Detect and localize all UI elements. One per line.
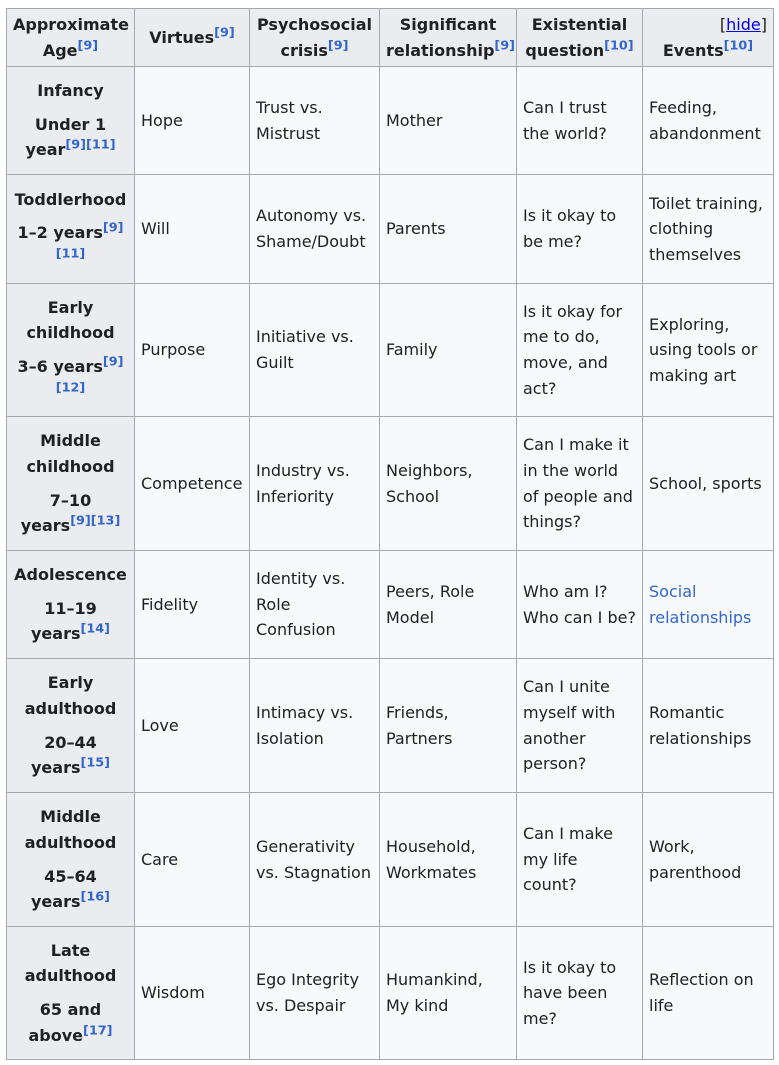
age-range xyxy=(13,354,128,405)
question-cell: Can I trust the world? xyxy=(517,67,643,175)
header-label: Significant relationship xyxy=(386,14,497,60)
collapse-toggle[interactable]: [hide] xyxy=(719,14,767,34)
age-cell xyxy=(7,927,135,1060)
question-cell: Can I make it in the world of people and things? xyxy=(517,417,643,551)
age-range xyxy=(13,997,128,1048)
stage-name: Toddlerhood xyxy=(14,189,127,209)
citation-ref[interactable]: [9][11] xyxy=(65,137,116,153)
age-range-text: 1–2 years xyxy=(17,223,103,243)
question-cell: Can I make my life count? xyxy=(517,793,643,927)
table-row xyxy=(7,659,774,793)
virtue-cell: Fidelity xyxy=(135,551,250,659)
crisis-cell: Ego Integrity vs. Despair xyxy=(250,927,380,1060)
hide-link[interactable]: hide xyxy=(726,14,761,34)
crisis-cell: Intimacy vs. Isolation xyxy=(250,659,380,793)
header-approximate-age xyxy=(7,9,135,67)
citation-ref[interactable]: [9][12] xyxy=(55,354,124,396)
citation-ref[interactable]: [9][11] xyxy=(55,220,124,262)
citation-ref[interactable]: [15] xyxy=(80,755,110,771)
relationship-cell: Neighbors, School xyxy=(380,417,517,551)
citation-ref[interactable]: [9] xyxy=(77,38,99,54)
age-range xyxy=(13,864,128,915)
table-row xyxy=(7,793,774,927)
header-significant-relationship xyxy=(380,9,517,67)
header-label: Events xyxy=(662,40,724,60)
age-range-text: Under 1 year xyxy=(25,114,107,160)
stage-name: Adolescence xyxy=(14,565,127,585)
question-cell: Is it okay to have been me? xyxy=(517,927,643,1060)
age-range xyxy=(13,596,128,647)
virtue-cell: Love xyxy=(135,659,250,793)
events-cell: Exploring, using tools or making art xyxy=(643,284,774,417)
virtue-cell: Care xyxy=(135,793,250,927)
events-cell xyxy=(643,551,774,659)
table-row xyxy=(7,551,774,659)
virtue-cell: Will xyxy=(135,175,250,284)
table-row xyxy=(7,927,774,1060)
virtue-cell: Competence xyxy=(135,417,250,551)
table-row xyxy=(7,284,774,417)
relationship-cell: Mother xyxy=(380,67,517,175)
citation-ref[interactable]: [16] xyxy=(80,889,110,905)
crisis-cell: Generativity vs. Stagnation xyxy=(250,793,380,927)
age-range-text: 7–10 years xyxy=(20,490,92,536)
stage-name: Late adulthood xyxy=(24,940,117,986)
citation-ref[interactable]: [9] xyxy=(214,25,235,41)
header-events xyxy=(643,9,774,67)
crisis-cell: Trust vs. Mistrust xyxy=(250,67,380,175)
citation-ref[interactable]: [9] xyxy=(327,38,349,54)
erikson-stages-table xyxy=(6,8,774,1060)
stage-name: Middle adulthood xyxy=(24,807,117,852)
age-range xyxy=(13,730,128,781)
citation-ref[interactable]: [10] xyxy=(723,38,754,54)
events-cell: Work, parenthood xyxy=(643,793,774,927)
header-label: Existential question xyxy=(525,14,628,60)
table-row xyxy=(7,417,774,551)
crisis-cell: Initiative vs. Guilt xyxy=(250,284,380,417)
relationship-cell: Friends, Partners xyxy=(380,659,517,793)
age-range-text: 3–6 years xyxy=(17,357,103,376)
header-label: Approximate Age xyxy=(13,14,129,60)
header-row xyxy=(7,9,774,67)
age-cell xyxy=(7,284,135,417)
stage-name: Infancy xyxy=(37,81,104,101)
age-range-text: 45–64 years xyxy=(30,866,97,912)
question-cell: Who am I? Who can I be? xyxy=(517,551,643,659)
events-cell: Reflection on life xyxy=(643,927,774,1060)
citation-ref[interactable]: [17] xyxy=(83,1023,113,1039)
crisis-cell: Industry vs. Inferiority xyxy=(250,417,380,551)
table-row xyxy=(7,67,774,175)
age-cell xyxy=(7,175,135,284)
age-cell xyxy=(7,417,135,551)
age-cell xyxy=(7,793,135,927)
question-cell: Is it okay for me to do, move, and act? xyxy=(517,284,643,417)
citation-ref[interactable]: [14] xyxy=(80,621,110,637)
table-row xyxy=(7,175,774,284)
header-psychosocial-crisis xyxy=(250,9,380,67)
header-virtues xyxy=(135,9,250,67)
events-cell: Feeding, abandonment xyxy=(643,67,774,175)
age-range xyxy=(13,220,128,271)
stage-name: Middle childhood xyxy=(26,431,115,476)
relationship-cell: Household, Workmates xyxy=(380,793,517,927)
header-label: Virtues xyxy=(149,27,215,47)
citation-ref[interactable]: [9] xyxy=(494,38,515,54)
virtue-cell: Hope xyxy=(135,67,250,175)
stage-name: Early childhood xyxy=(26,297,115,343)
age-cell xyxy=(7,551,135,659)
citation-ref[interactable]: [10] xyxy=(604,38,634,54)
virtue-cell: Purpose xyxy=(135,284,250,417)
virtue-cell: Wisdom xyxy=(135,927,250,1060)
question-cell: Is it okay to be me? xyxy=(517,175,643,284)
age-range-text: 11–19 years xyxy=(30,598,97,644)
relationship-cell: Peers, Role Model xyxy=(380,551,517,659)
age-range-text: 20–44 years xyxy=(30,732,97,778)
events-cell: School, sports xyxy=(643,417,774,551)
crisis-cell: Autonomy vs. Shame/Doubt xyxy=(250,175,380,284)
relationship-cell: Family xyxy=(380,284,517,417)
stage-name: Early adulthood xyxy=(24,673,117,718)
age-cell xyxy=(7,659,135,793)
citation-ref[interactable]: [9][13] xyxy=(70,513,121,529)
crisis-cell: Identity vs. Role Confusion xyxy=(250,551,380,659)
events-cell: Romantic relationships xyxy=(643,659,774,793)
events-link[interactable]: Social relationships xyxy=(649,581,752,627)
relationship-cell: Parents xyxy=(380,175,517,284)
age-cell xyxy=(7,67,135,175)
question-cell: Can I unite myself with another person? xyxy=(517,659,643,793)
events-cell: Toilet training, clothing themselves xyxy=(643,175,774,284)
header-label: Psychosocial crisis xyxy=(256,14,373,60)
relationship-cell: Humankind, My kind xyxy=(380,927,517,1060)
age-range xyxy=(13,488,128,539)
age-range xyxy=(13,112,128,163)
age-range-text: 65 and above xyxy=(28,1000,102,1045)
header-existential-question xyxy=(517,9,643,67)
